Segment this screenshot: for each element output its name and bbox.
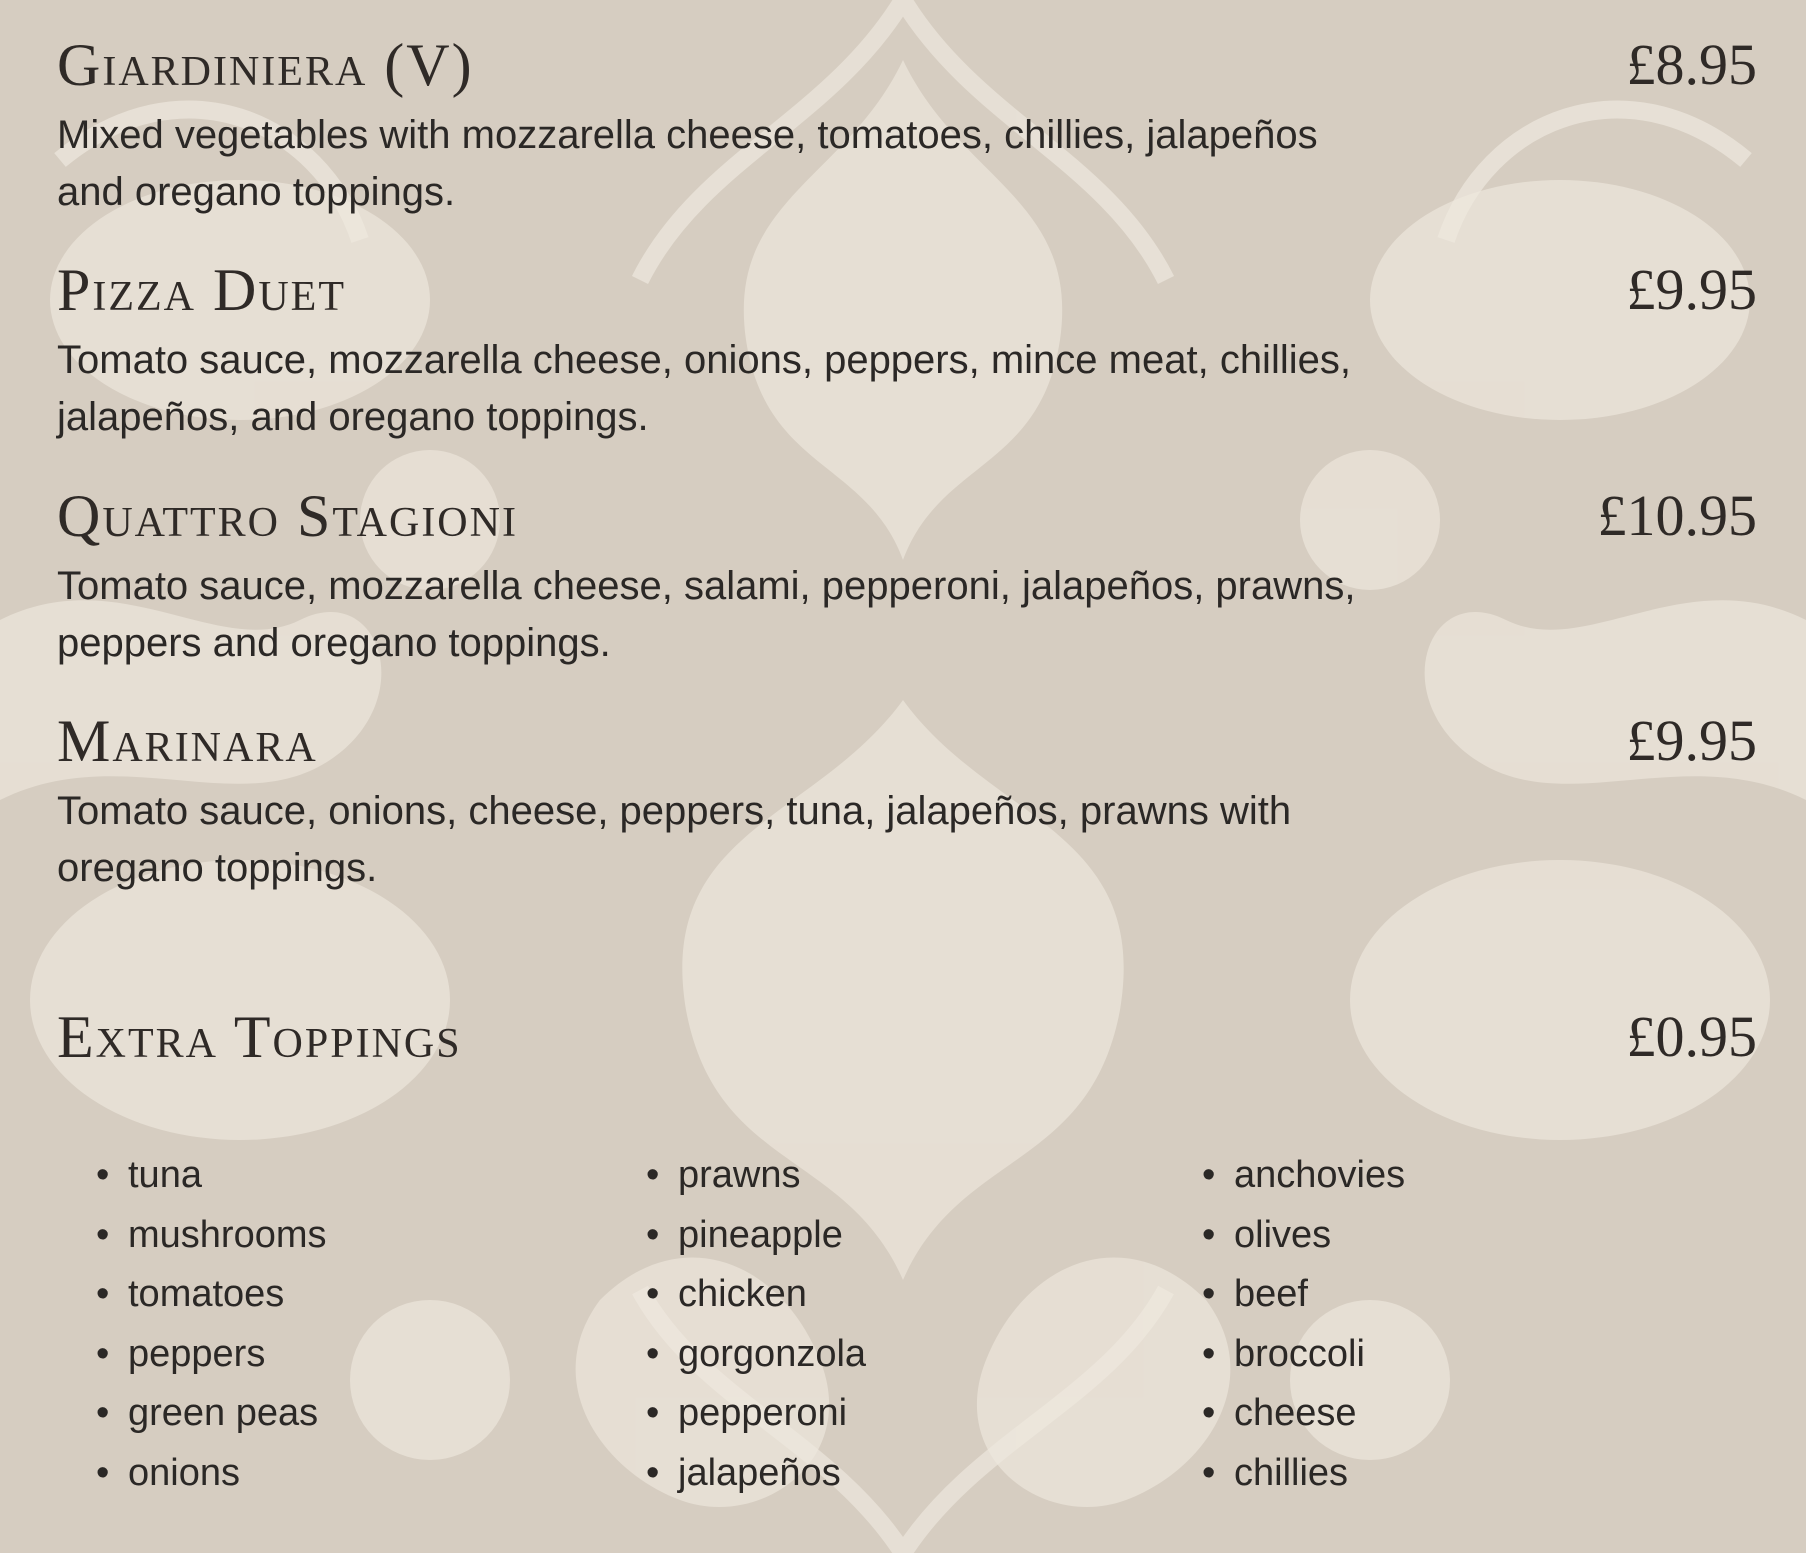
toppings-column-3 xyxy=(1202,1146,1405,1503)
bullet-icon: • xyxy=(1202,1154,1216,1196)
menu-item-description: Tomato sauce, onions, cheese, peppers, tuna, jalapeños, prawns with oregano toppings. xyxy=(57,789,1292,890)
topping-item: • pepperoni xyxy=(646,1384,866,1444)
menu-item-price: £9.95 xyxy=(1626,708,1757,773)
bullet-icon: • xyxy=(1202,1273,1216,1315)
menu-item-name: Giardiniera (V) xyxy=(57,32,474,98)
bullet-icon: • xyxy=(1202,1213,1216,1256)
menu-item-price: £8.95 xyxy=(1626,32,1757,97)
topping-item: • chicken xyxy=(646,1265,866,1325)
bullet-icon: • xyxy=(96,1273,110,1315)
menu-item-price: £9.95 xyxy=(1626,257,1757,322)
menu-item-name: Quattro Stagioni xyxy=(57,483,518,549)
topping-item: • beef xyxy=(1202,1265,1405,1325)
menu-item-name: Marinara xyxy=(57,708,318,774)
bullet-icon: • xyxy=(646,1154,660,1196)
topping-item: • pineapple xyxy=(646,1206,866,1266)
bullet-icon: • xyxy=(646,1213,660,1256)
topping-item: • olives xyxy=(1202,1206,1405,1266)
menu-item-description: Tomato sauce, mozzarella cheese, onions, peppers, mince meat, chillies, jalapeños, and oregano toppings. xyxy=(57,338,1351,439)
extra-toppings-title: Extra Toppings xyxy=(57,1004,462,1070)
bullet-icon: • xyxy=(96,1332,110,1375)
topping-item: • cheese xyxy=(1202,1384,1405,1444)
toppings-column-1 xyxy=(96,1146,327,1503)
bullet-icon: • xyxy=(646,1451,660,1494)
topping-item: • broccoli xyxy=(1202,1325,1405,1385)
topping-item: • anchovies xyxy=(1202,1146,1405,1206)
bullet-icon: • xyxy=(1202,1332,1216,1375)
bullet-icon: • xyxy=(1202,1392,1216,1434)
bullet-icon: • xyxy=(646,1392,660,1434)
topping-item: • tomatoes xyxy=(96,1265,327,1325)
bullet-icon: • xyxy=(646,1332,660,1375)
bullet-icon: • xyxy=(96,1451,110,1494)
menu-item-description: Mixed vegetables with mozzarella cheese, tomatoes, chillies, jalapeños and oregano toppings. xyxy=(57,113,1318,214)
topping-item: • chillies xyxy=(1202,1444,1405,1504)
menu-item-name: Pizza Duet xyxy=(57,257,346,323)
toppings-column-2 xyxy=(646,1146,866,1503)
bullet-icon: • xyxy=(96,1213,110,1256)
topping-item: • prawns xyxy=(646,1146,866,1206)
topping-item: • mushrooms xyxy=(96,1206,327,1266)
topping-item: • jalapeños xyxy=(646,1444,866,1504)
bullet-icon: • xyxy=(96,1392,110,1434)
topping-item: • peppers xyxy=(96,1325,327,1385)
bullet-icon: • xyxy=(96,1154,110,1196)
extra-toppings-price: £0.95 xyxy=(1626,1004,1757,1069)
topping-item: • gorgonzola xyxy=(646,1325,866,1385)
menu-item-description: Tomato sauce, mozzarella cheese, salami, pepperoni, jalapeños, prawns, peppers and oregano toppings. xyxy=(57,564,1356,665)
topping-item: • tuna xyxy=(96,1146,327,1206)
menu-item-price: £10.95 xyxy=(1597,483,1757,548)
topping-item: • onions xyxy=(96,1444,327,1504)
topping-item: • green peas xyxy=(96,1384,327,1444)
bullet-icon: • xyxy=(646,1273,660,1315)
bullet-icon: • xyxy=(1202,1451,1216,1494)
